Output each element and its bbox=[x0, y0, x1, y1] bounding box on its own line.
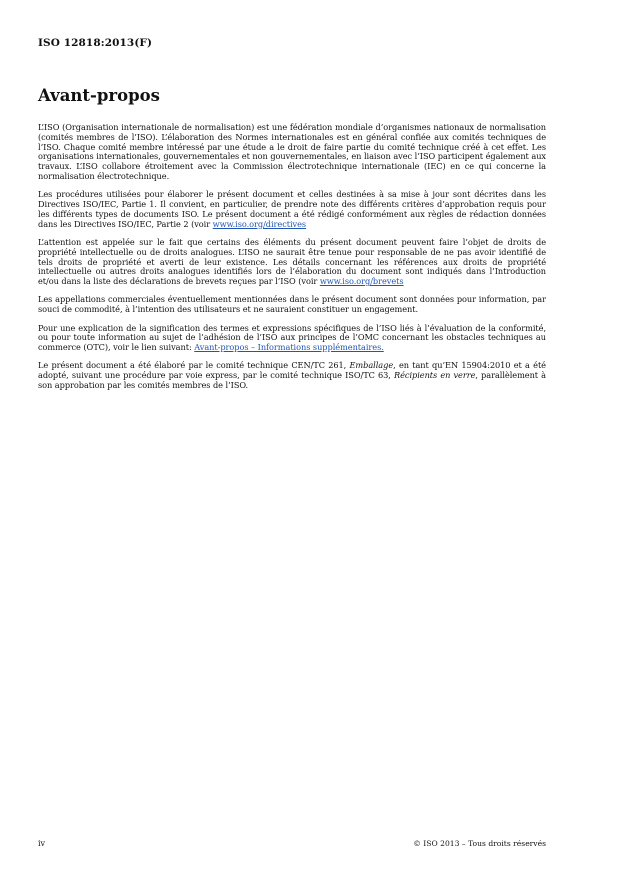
committee-name-emballage: Emballage bbox=[349, 360, 394, 371]
paragraph-patent-rights bbox=[38, 238, 546, 287]
paragraph-conformity bbox=[38, 324, 546, 353]
page-title: Avant-propos bbox=[38, 86, 160, 105]
paragraph-trade-names: Les appellations commerciales éventuellement mentionnées dans le présent document sont données pour information, par souci de commodité, à l’intention des utilisateurs et ne sauraient constituer un engagement. bbox=[38, 294, 546, 315]
paragraph-procedures bbox=[38, 190, 546, 229]
committee-name-recipients: Récipients en verre bbox=[394, 370, 476, 381]
page-number: iv bbox=[38, 839, 46, 848]
copyright-notice: © ISO 2013 – Tous droits réservés bbox=[413, 839, 546, 848]
document-code: ISO 12818:2013(F) bbox=[38, 37, 153, 49]
paragraph-iso-organisation: L’ISO (Organisation internationale de normalisation) est une fédération mondiale d’organismes nationaux de normalisation (comités membres de l’ISO). L’élaboration des Normes internationales est en général confiée aux comités techniques de l’ISO. Chaque comité membre intéressé par une étude a le droit de faire partie du comité technique créé à cet effet. Les organisations internationales, gouvernementales et non gouvernementales, en liaison avec l’ISO participent également aux travaux. L’ISO collabore étroitement avec la Commission électrotechnique internationale (IEC) en ce qui concerne la normalisation électrotechnique. bbox=[38, 122, 546, 181]
directives-link[interactable]: www.iso.org/directives bbox=[212, 218, 307, 229]
supplementary-info-link[interactable]: Avant-propos – Informations supplémentaires. bbox=[194, 342, 384, 353]
paragraph-patent-rights-text: L’attention est appelée sur le fait que certains des éléments du présent document peuvent faire l’objet de droits de propriété intellectuelle ou de droits analogues. L’ISO ne saurait être tenue pour responsable de ne pas avoir identifié de tels droits de propriété et averti de leur existence. Les détails concernant les références aux droits de propriété intellectuelle ou autres droits analogues identifiés lors de l’élaboration du document sont indiqués dans l’Introduction et/ou dans la liste des déclarations de brevets reçues par l’ISO (voir bbox=[38, 236, 546, 287]
patents-link[interactable]: www.iso.org/brevets bbox=[319, 276, 404, 287]
paragraph-conformity-text: Pour une explication de la signification des termes et expressions spécifiques de l’ISO liés à l’évaluation de la conformité, ou pour toute information au sujet de l’adhésion de l’ISO aux principes de l’OMC concernant les obstacles techniques au commerce (OTC), voir le lien suivant: bbox=[38, 322, 546, 353]
foreword-body bbox=[38, 123, 546, 399]
paragraph-committee-text-a: Le présent document a été élaboré par le comité technique CEN/TC 261, bbox=[38, 360, 350, 371]
paragraph-committee-text-c: , parallèlement à son approbation par les comités membres de l’ISO. bbox=[38, 370, 547, 391]
paragraph-committee bbox=[38, 361, 546, 390]
paragraph-procedures-text: Les procédures utilisées pour élaborer le présent document et celles destinées à sa mise à jour sont décrites dans les Directives ISO/IEC, Partie 1. Il convient, en particulier, de prendre note des différents critères d’approbation requis pour les différents types de documents ISO. Le présent document a été rédigé conformément aux règles de rédaction données dans les Directives ISO/IEC, Partie 2 (voir bbox=[38, 189, 546, 229]
paragraph-committee-text-b: , en tant qu’EN 15904:2010 et a été adopté, suivant une procédure par voie express, par le comité technique ISO/TC 63, bbox=[38, 360, 546, 381]
